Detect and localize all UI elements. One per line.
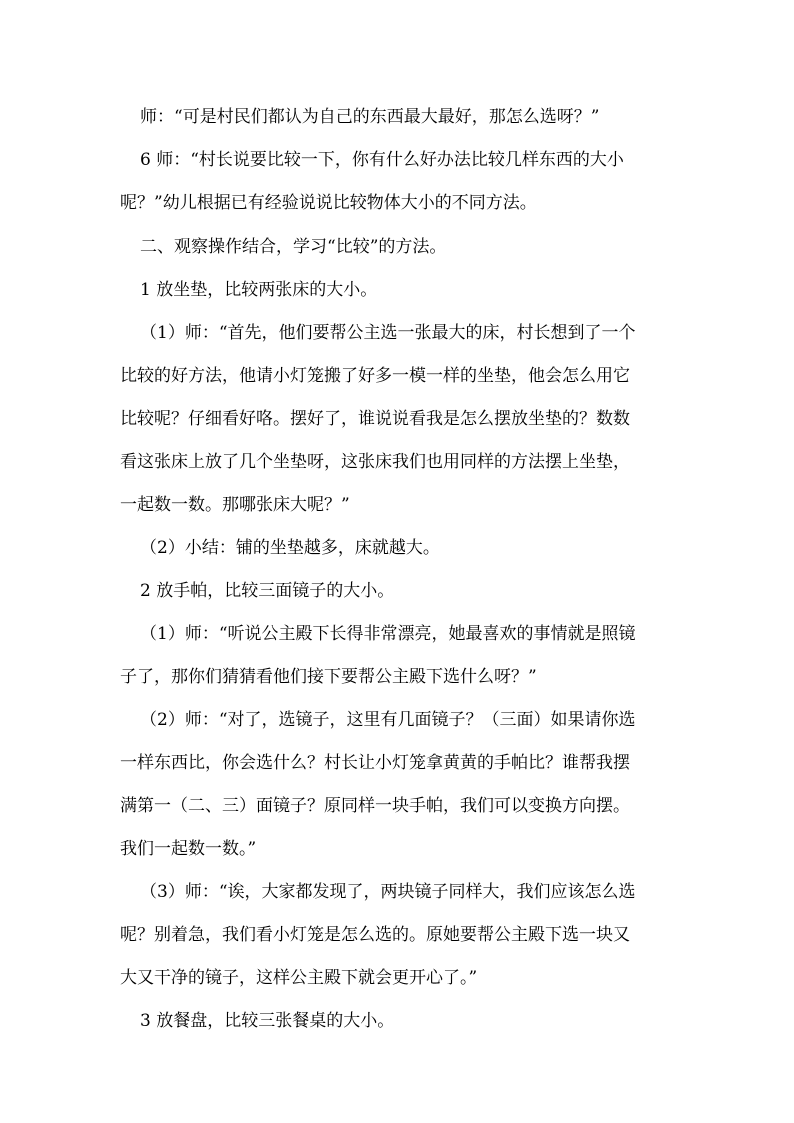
paragraph-line: 比较呢？仔细看好咯。摆好了，谁说说看我是怎么摆放坐垫的？数数: [120, 409, 630, 429]
paragraph-line: 一样东西比，你会选什么？村长让小灯笼拿黄黄的手帕比？谁帮我摆: [120, 753, 630, 773]
paragraph-line: （2）师：“对了，选镜子，这里有几面镜子？（三面）如果请你选: [140, 710, 636, 730]
paragraph-line: （2）小结：铺的坐垫越多，床就越大。: [140, 538, 440, 558]
subsection-heading: 3 放餐盘，比较三张餐桌的大小。: [140, 1011, 395, 1031]
paragraph-line: 满第一（二、三）面镜子？原同样一块手帕，我们可以变换方向摆。: [120, 796, 630, 816]
paragraph-line: （1）师：“听说公主殿下长得非常漂亮，她最喜欢的事情就是照镜: [140, 624, 636, 644]
paragraph-line: （1）师：“首先，他们要帮公主选一张最大的床，村长想到了一个: [140, 323, 636, 343]
paragraph-line: 6 师：“村长说要比较一下，你有什么好办法比较几样东西的大小: [140, 150, 624, 170]
paragraph-line: 子了，那你们猜猜看他们接下要帮公主殿下选什么呀？”: [120, 667, 537, 687]
paragraph-line: 看这张床上放了几个坐垫呀，这张床我们也用同样的方法摆上坐垫，: [120, 452, 630, 472]
paragraph-line: 比较的好方法，他请小灯笼搬了好多一模一样的坐垫，他会怎么用它: [120, 366, 630, 386]
paragraph-line: 我们一起数一数。”: [120, 839, 257, 859]
paragraph-line: 师：“可是村民们都认为自己的东西最大最好，那怎么选呀？”: [140, 107, 600, 127]
subsection-heading: 2 放手帕，比较三面镜子的大小。: [140, 581, 395, 601]
section-heading: 二、观察操作结合，学习“比较”的方法。: [140, 237, 447, 257]
paragraph-line: 大又干净的镜子，这样公主殿下就会更开心了。”: [120, 968, 478, 988]
subsection-heading: 1 放坐垫，比较两张床的大小。: [140, 280, 378, 300]
paragraph-line: 一起数一数。那哪张床大呢？”: [120, 495, 350, 515]
paragraph-line: 呢？别着急，我们看小灯笼是怎么选的。原她要帮公主殿下选一块又: [120, 925, 630, 945]
paragraph-line: 呢？”幼儿根据已有经验说说比较物体大小的不同方法。: [120, 193, 537, 213]
paragraph-line: （3）师：“诶，大家都发现了，两块镜子同样大，我们应该怎么选: [140, 882, 636, 902]
